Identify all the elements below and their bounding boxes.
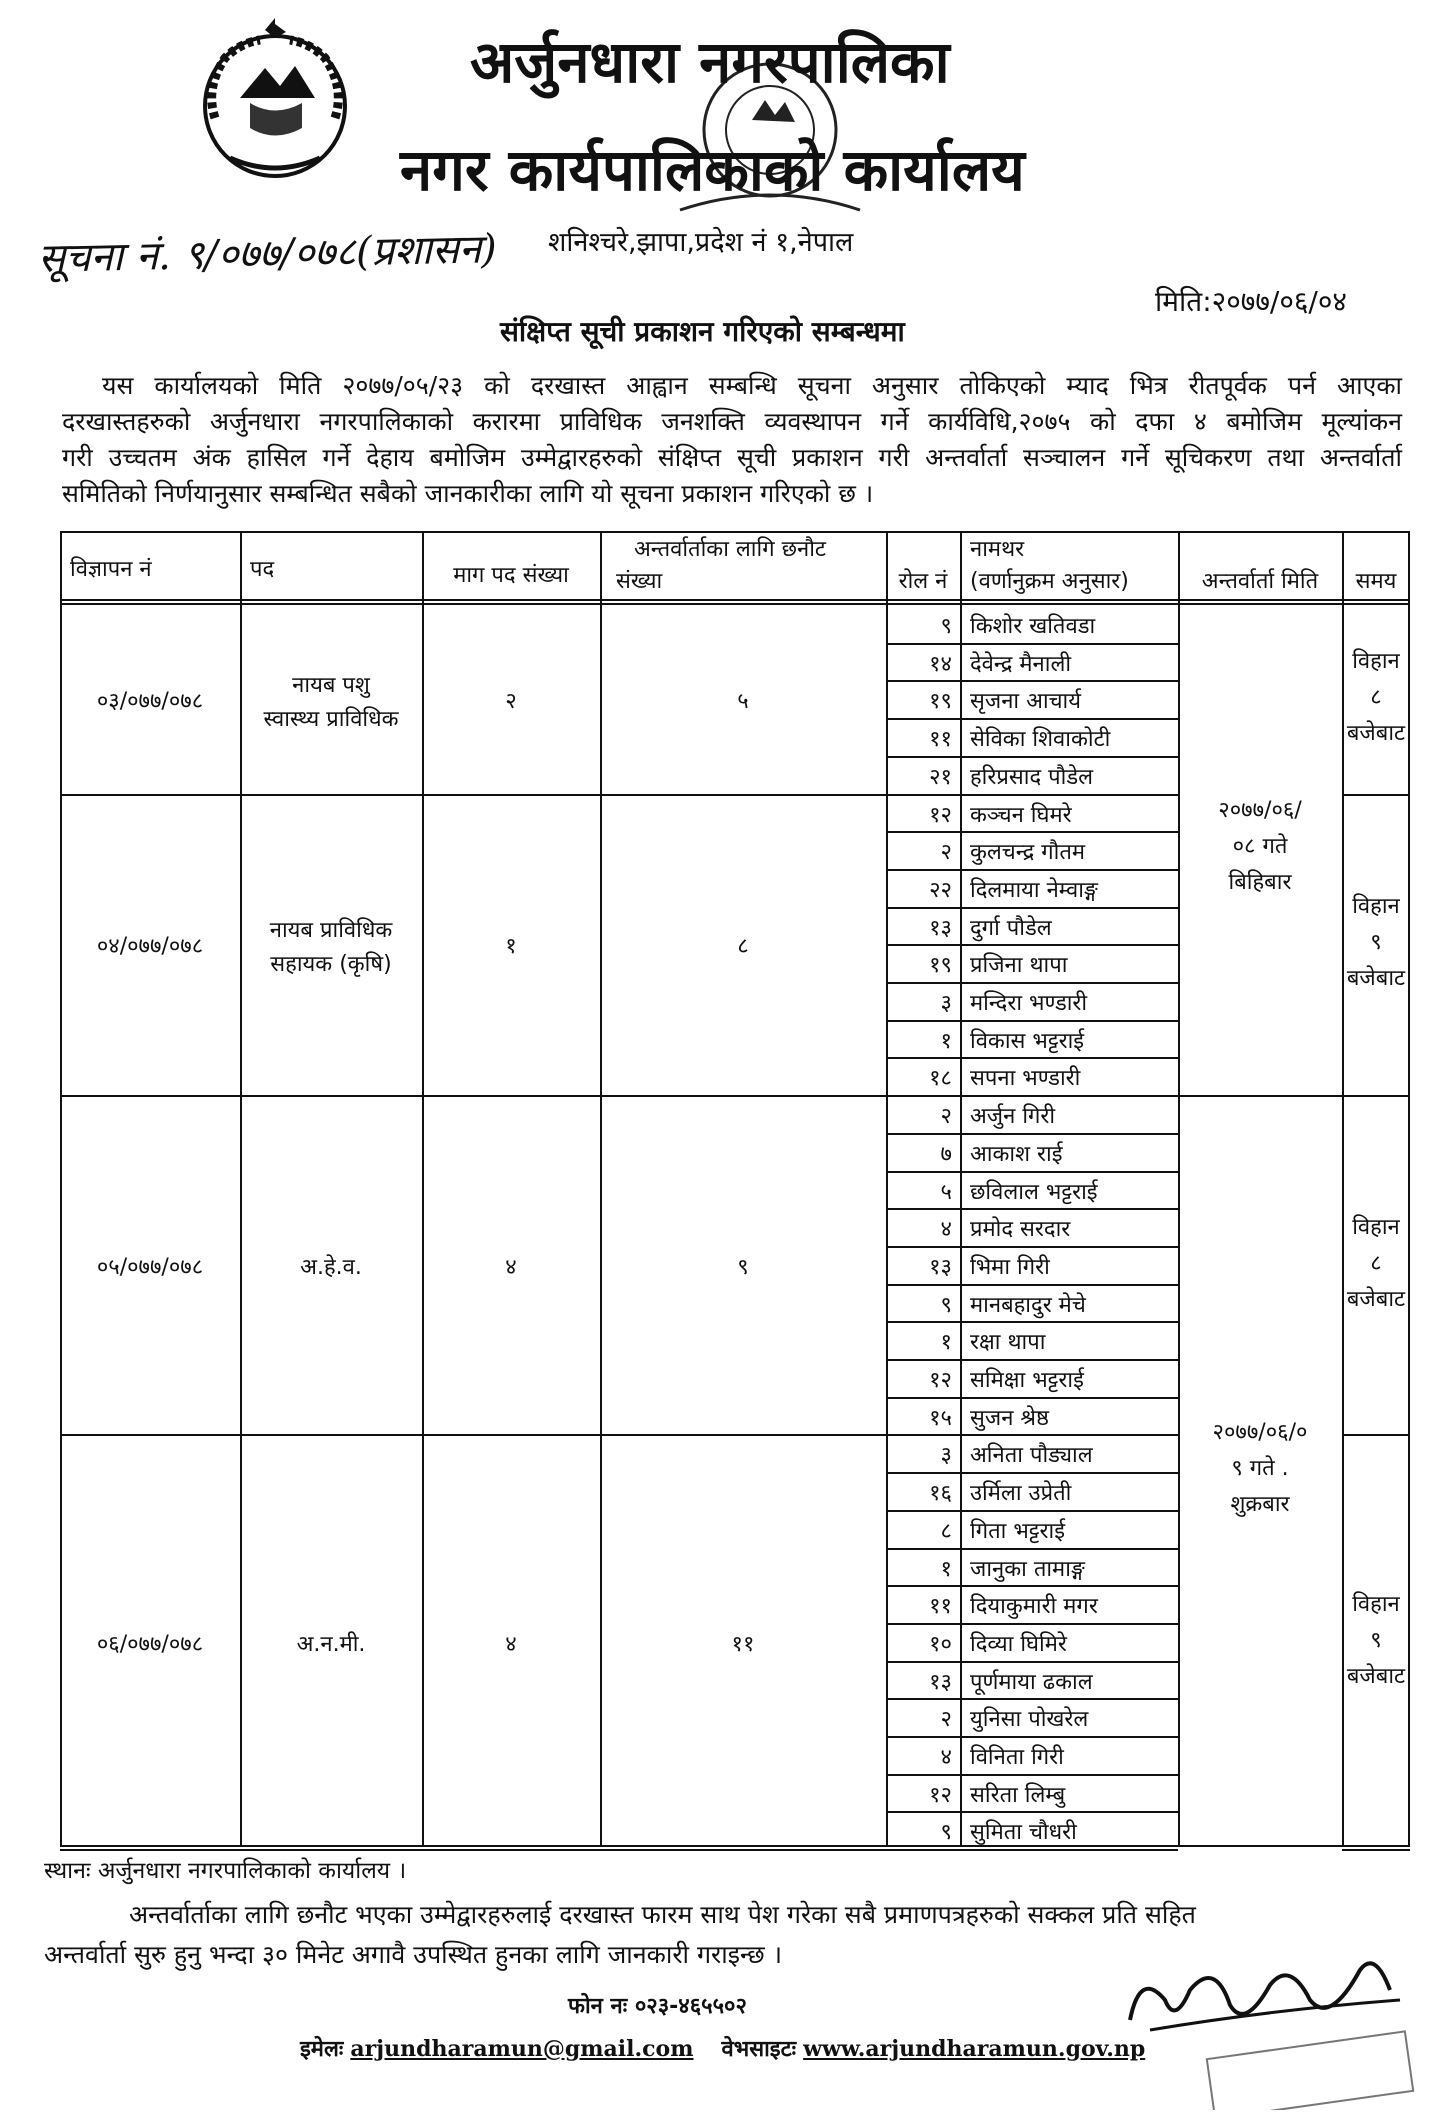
roll-number: ९ [940,1820,952,1846]
interview-weekday: बिहिबार [1228,870,1292,896]
table-rule [1342,794,1410,796]
table-rule [886,1434,1178,1436]
time-suffix: बजेबाट [1346,721,1406,747]
roll-number: १३ [929,915,952,941]
interview-date: २०७७/०६/० [1212,1420,1308,1446]
candidate-name: अनिता पौड्याल [970,1443,1093,1469]
table-rule [1342,1434,1410,1436]
candidate-name: सपना भण्डारी [970,1066,1081,1092]
candidate-name: गिता भट्टराई [970,1518,1066,1544]
roll-number: १ [940,1556,952,1582]
table-rule [886,1133,1178,1135]
post-name: अ.न.मी. [296,1631,366,1657]
table-rule [886,944,1178,946]
table-rule [1178,531,1180,1847]
candidate-name: युनिसा पोखरेल [970,1707,1089,1733]
roll-number: ४ [940,1217,952,1243]
table-rule [60,599,1410,601]
roll-number: २२ [929,877,952,903]
demand-count: १ [505,934,517,960]
roll-number: १ [940,1028,952,1054]
header-name-order: (वर्णानुक्रम अनुसार) [970,569,1129,594]
header-interview-date: अन्तर्वार्ता मिति [1201,569,1319,594]
table-rule [886,982,1178,984]
body-line: दरखास्तहरुको अर्जुनधारा नगरपालिकाको करारमा प्राविधिक जनशक्ति व्यवस्थापन गर्ने कार्यविधि,२०७५ को दफा ४ बमोजिम मूल्यांकन [62,407,1402,436]
interview-date: २०७७/०६/ [1218,798,1302,824]
table-rule [60,1095,886,1097]
table-rule [886,1698,1178,1700]
roll-number: १९ [929,689,952,715]
roll-number: २१ [929,764,952,790]
interview-date-day: ०८ गते [1232,834,1288,860]
time-suffix: बजेबाट [1346,1286,1406,1312]
ad-number: ०४/०७७/०७८ [96,934,204,960]
candidate-name: दुर्गा पौडेल [970,915,1052,941]
table-rule [886,680,1178,682]
roll-number: ४ [940,1745,952,1770]
demand-count: ४ [505,1254,517,1280]
table-rule [60,1434,886,1436]
post-name: नायब प्राविधिक [269,918,393,944]
table-rule [886,1246,1178,1248]
roll-number: ३ [940,991,952,1016]
time-suffix: बजेबाट [1346,966,1406,992]
time-label: विहान [1352,894,1400,920]
candidate-name: दियाकुमारी मगर [970,1594,1098,1620]
candidate-name: समिक्षा भट्टराई [970,1368,1084,1393]
demand-count: ४ [505,1631,517,1657]
candidate-name: प्रमोद सरदार [970,1217,1071,1243]
candidate-name: सृजना आचार्य [970,689,1082,715]
roll-number: १४ [929,651,952,677]
post-name: नायब पशु [292,673,370,699]
ad-number: ०६/०७७/०७८ [96,1631,204,1657]
demand-count: २ [505,689,517,715]
candidate-name: जानुका तामाङ्ग [970,1556,1085,1582]
table-rule [886,1849,1178,1851]
table-rule [886,907,1178,909]
roll-number: ९ [940,614,952,639]
header-post: पद [250,557,275,582]
roll-number: ९ [940,1292,952,1318]
table-rule [886,1774,1178,1776]
header-roll: रोल नं [898,569,948,594]
candidate-name: प्रजिना थापा [970,953,1068,979]
header-shortlisted-count: संख्या [616,569,663,594]
candidate-name: दिलमाया नेम्वाङ्ग [970,877,1098,903]
candidate-name: कञ्चन घिमरे [970,802,1072,828]
roll-number: १९ [929,953,952,979]
roll-number: १५ [929,1405,952,1431]
office-name: नगर कार्यपालिकाको कार्यालय [400,136,1025,204]
candidate-name: हरिप्रसाद पौडेल [970,764,1094,790]
table-rule [1178,1095,1342,1097]
candidate-name: भिमा गिरी [970,1254,1050,1280]
body-line: समितिको निर्णयानुसार सम्बन्धित सबैको जानकारीका लागि यो सूचना प्रकाशन गरिएको छ । [62,479,874,508]
table-rule [886,718,1178,720]
candidate-name: विनिता गिरी [970,1745,1064,1770]
email-link[interactable]: arjundharamun@gmail.com [350,2036,694,2062]
candidate-name: सरिता लिम्बु [970,1782,1066,1808]
roll-number: ३ [940,1443,952,1469]
roll-number: १३ [929,1254,952,1280]
reference-number: सूचना नं. ९/०७७/०७८(प्रशासन) [37,226,498,282]
table-rule [886,1020,1178,1022]
header-demand: माग पद संख्या [453,563,569,588]
table-rule [886,1095,1178,1097]
footer-note-line: अन्तर्वार्ता सुरु हुनु भन्दा ३० मिनेट अगावै उपस्थित हुनका लागि जानकारी गराइन्छ । [44,1940,783,1969]
table-rule [886,794,1178,796]
table-rule [886,1811,1178,1813]
roll-number: १६ [929,1481,952,1507]
roll-number: २ [940,840,952,866]
phone-number: फोन नः ०२३-४६५५०२ [568,1994,747,2019]
roll-number: १० [929,1631,952,1657]
shortlisted-count: ८ [737,934,749,960]
table-rule [886,1510,1178,1512]
table-rule [886,1548,1178,1550]
nepal-emblem-logo [190,18,360,188]
table-rule [886,1284,1178,1286]
table-rule [886,1472,1178,1474]
shortlist-table [60,531,1410,1847]
shortlisted-count: ११ [731,1631,755,1657]
roll-number: ७ [940,1141,952,1167]
time-hour: ९ [1370,1627,1382,1653]
candidate-name: किशोर खतिवडा [970,614,1096,639]
post-name-line2: स्वास्थ्य प्राविधिक [263,707,399,733]
candidate-name: पूर्णमाया ढकाल [970,1669,1093,1695]
roll-number: १३ [929,1669,952,1695]
post-name-line2: सहायक (कृषि) [270,952,392,978]
table-rule [886,869,1178,871]
header-name: नामथर [970,537,1025,562]
time-suffix: बजेबाट [1346,1663,1406,1689]
header-ad-no: विज्ञापन नं [70,557,152,582]
roll-number: १२ [929,1368,952,1393]
candidate-name: छविलाल भट्टराई [970,1179,1098,1205]
roll-number: १२ [929,1782,952,1808]
candidate-name: मानबहादुर मेचे [970,1292,1086,1318]
table-rule [886,1397,1178,1399]
roll-number: ५ [940,1179,952,1205]
table-rule [886,756,1178,758]
roll-number: २ [940,1707,952,1733]
header-time: समय [1355,569,1397,594]
table-rule [60,603,1410,605]
email-label: इमेलः [300,2037,344,2062]
header-shortlisted: अन्तर्वार्ताका लागि छनौट [634,537,826,562]
post-name: अ.हे.व. [300,1254,362,1280]
table-rule [886,1661,1178,1663]
time-hour: ८ [1370,685,1382,711]
body-line: गरी उच्चतम अंक हासिल गर्ने देहाय बमोजिम उम्मेद्वारहरुको संक्षिप्त सूची प्रकाशन गरी अन्तर्वार्ता सञ्चालन गर्ने सूचिकरण तथा अन्तर्वार्ता [62,443,1402,472]
time-label: विहान [1352,1591,1400,1617]
table-rule [60,1849,886,1851]
officer-signature [1120,1930,1420,2110]
table-rule [886,643,1178,645]
candidate-name: अर्जुन गिरी [970,1104,1056,1130]
candidate-name: कुलचन्द्र गौतम [970,840,1086,866]
table-rule [960,531,962,1847]
body-line: यस कार्यालयको मिति २०७७/०५/२३ को दरखास्त आह्वान सम्बन्धि सूचना अनुसार तोकिएको म्याद भित्र रीतपूर्वक पर्न आएका [102,371,1402,400]
shortlisted-count: ९ [737,1254,749,1280]
candidate-name: सुमिता चौधरी [970,1820,1077,1846]
time-label: विहान [1352,1214,1400,1240]
table-rule [886,1171,1178,1173]
roll-number: ११ [929,727,952,753]
candidate-name: सेविका शिवाकोटी [970,727,1111,753]
roll-number: १२ [929,802,952,828]
footer-place: स्थानः अर्जुनधारा नगरपालिकाको कार्यालय । [44,1858,407,1884]
table-rule [886,1208,1178,1210]
ad-number: ०५/०७७/०७८ [96,1254,204,1280]
candidate-name: रक्षा थापा [970,1330,1046,1356]
notice-subject: संक्षिप्त सूची प्रकाशन गरिएको सम्बन्धमा [500,315,905,348]
org-name: अर्जुनधारा नगरपालिका [470,28,950,96]
interview-weekday: शुक्रबार [1230,1492,1290,1518]
candidate-name: आकाश राई [970,1141,1063,1167]
table-rule [886,1057,1178,1059]
time-label: विहान [1352,649,1400,675]
table-rule [1342,1095,1410,1097]
candidate-name: देवेन्द्र मैनाली [970,651,1072,677]
time-hour: ९ [1370,930,1382,956]
office-address: शनिश्चरे,झापा,प्रदेश नं १,नेपाल [548,227,854,258]
candidate-name: मन्दिरा भण्डारी [970,991,1088,1016]
notice-body [62,368,1402,512]
candidate-name: दिव्या घिमिरे [970,1631,1067,1657]
website-link[interactable]: www.arjundharamun.gov.np [803,2036,1146,2062]
candidate-name: सुजन श्रेष्ठ [970,1405,1049,1431]
ad-number: ०३/०७७/०७८ [96,689,204,715]
roll-number: ११ [929,1594,952,1620]
time-hour: ८ [1370,1250,1382,1276]
roll-number: ८ [940,1518,952,1544]
table-rule [60,1845,1410,1847]
candidate-name: विकास भट्टराई [970,1028,1085,1054]
interview-date-day: ९ गते . [1231,1456,1289,1482]
table-rule [60,794,886,796]
table-rule [886,831,1178,833]
candidate-name: उर्मिला उप्रेती [970,1481,1072,1507]
contact-line [300,2033,1145,2063]
table-rule [886,1359,1178,1361]
table-rule [886,1736,1178,1738]
roll-number: २ [940,1104,952,1130]
footer-note-line: अन्तर्वार्ताका लागि छनौट भएका उम्मेद्वारहरुलाई दरखास्त फारम साथ पेश गरेका सबै प्रमाणपत्रहरुको सक्कल प्रति सहित [129,1900,1196,1929]
shortlisted-count: ५ [737,689,749,715]
roll-number: १ [940,1330,952,1356]
notice-date: मिति:२०७७/०६/०४ [1155,285,1347,318]
website-label: वेभसाइटः [721,2037,797,2062]
roll-number: १८ [929,1066,952,1092]
table-rule [886,1585,1178,1587]
table-rule [886,1321,1178,1323]
table-rule [886,1623,1178,1625]
table-rule [1342,1849,1410,1851]
